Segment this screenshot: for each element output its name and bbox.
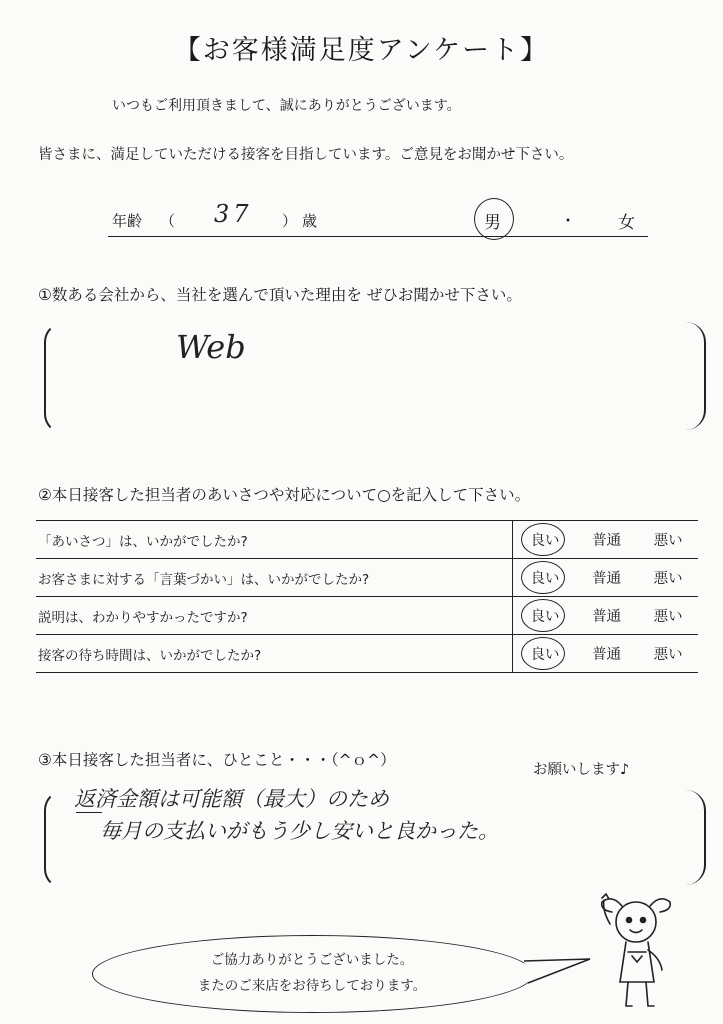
answer-1-text[interactable]: Web xyxy=(176,328,246,366)
question-3: ③本日接客した担当者に、ひとこと・・・（^ｏ^） xyxy=(38,751,396,769)
speech-bubble-tail xyxy=(520,955,600,995)
selection-circle xyxy=(521,523,565,556)
rating-question: 説明は、わかりやすかったですか? xyxy=(36,597,513,635)
option-bad[interactable]: 悪い xyxy=(636,597,698,635)
rating-question: 「あいさつ」は、いかがでしたか? xyxy=(36,521,513,559)
intro-line-2: 皆さまに、満足していただける接客を目指しています。ご意見をお聞かせ下さい。 xyxy=(38,147,574,163)
selection-circle xyxy=(521,637,565,670)
gender-male-option[interactable]: 男 xyxy=(484,213,501,233)
answer-1-bracket-right xyxy=(686,322,706,430)
rating-row xyxy=(36,597,698,635)
gender-female-option[interactable]: 女 xyxy=(618,213,635,233)
age-value[interactable]: 37 xyxy=(214,200,253,228)
rating-row xyxy=(36,521,698,559)
option-bad[interactable]: 悪い xyxy=(636,521,698,559)
option-bad[interactable]: 悪い xyxy=(636,559,698,597)
answer-3-bracket-right xyxy=(686,790,706,885)
answer-3-line-2[interactable]: 毎月の支払いがもう少し安いと良かった。 xyxy=(100,819,499,843)
option-good[interactable]: 良い xyxy=(513,635,575,673)
answer-3-line-1[interactable]: 返済金額は可能額（最大）のため xyxy=(74,787,389,811)
survey-title: 【お客様満足度アンケート】 xyxy=(173,35,550,66)
age-label: 年齢 xyxy=(112,212,143,230)
option-average[interactable]: 普通 xyxy=(575,521,637,559)
option-good[interactable]: 良い xyxy=(513,559,575,597)
intro-line-1: いつもご利用頂きまして、誠にありがとうございます。 xyxy=(112,98,461,114)
rating-question: お客さまに対する「言葉づかい」は、いかがでしたか? xyxy=(36,559,513,597)
handwritten-underline xyxy=(76,812,102,813)
age-close-paren: ） xyxy=(282,212,298,230)
age-unit: 歳 xyxy=(302,212,318,230)
question-2: ②本日接客した担当者のあいさつや対応について○を記入して下さい。 xyxy=(38,486,531,504)
option-average[interactable]: 普通 xyxy=(575,597,637,635)
closing-line-1: ご協力ありがとうございました。 xyxy=(210,952,414,968)
answer-1-bracket-left xyxy=(44,322,64,434)
rating-question: 接客の待ち時間は、いかがでしたか? xyxy=(36,635,513,673)
selection-circle xyxy=(521,561,565,594)
option-bad[interactable]: 悪い xyxy=(636,635,698,673)
age-open-paren: （ xyxy=(160,212,176,230)
closing-line-2: またのご来店をお待ちしております。 xyxy=(197,978,427,994)
mascot-illustration xyxy=(590,890,690,1015)
answer-3-bracket-left xyxy=(44,790,64,889)
rating-table xyxy=(36,520,698,673)
rating-row xyxy=(36,635,698,673)
option-average[interactable]: 普通 xyxy=(575,635,637,673)
question-1: ①数ある会社から、当社を選んで頂いた理由を ぜひお聞かせ下さい。 xyxy=(38,286,522,304)
request-note: お願いします♪ xyxy=(533,762,630,778)
age-underline xyxy=(108,236,648,237)
rating-row xyxy=(36,559,698,597)
option-average[interactable]: 普通 xyxy=(575,559,637,597)
gender-separator: ・ xyxy=(560,211,577,230)
selection-circle xyxy=(521,599,565,632)
option-good[interactable]: 良い xyxy=(513,597,575,635)
option-good[interactable]: 良い xyxy=(513,521,575,559)
